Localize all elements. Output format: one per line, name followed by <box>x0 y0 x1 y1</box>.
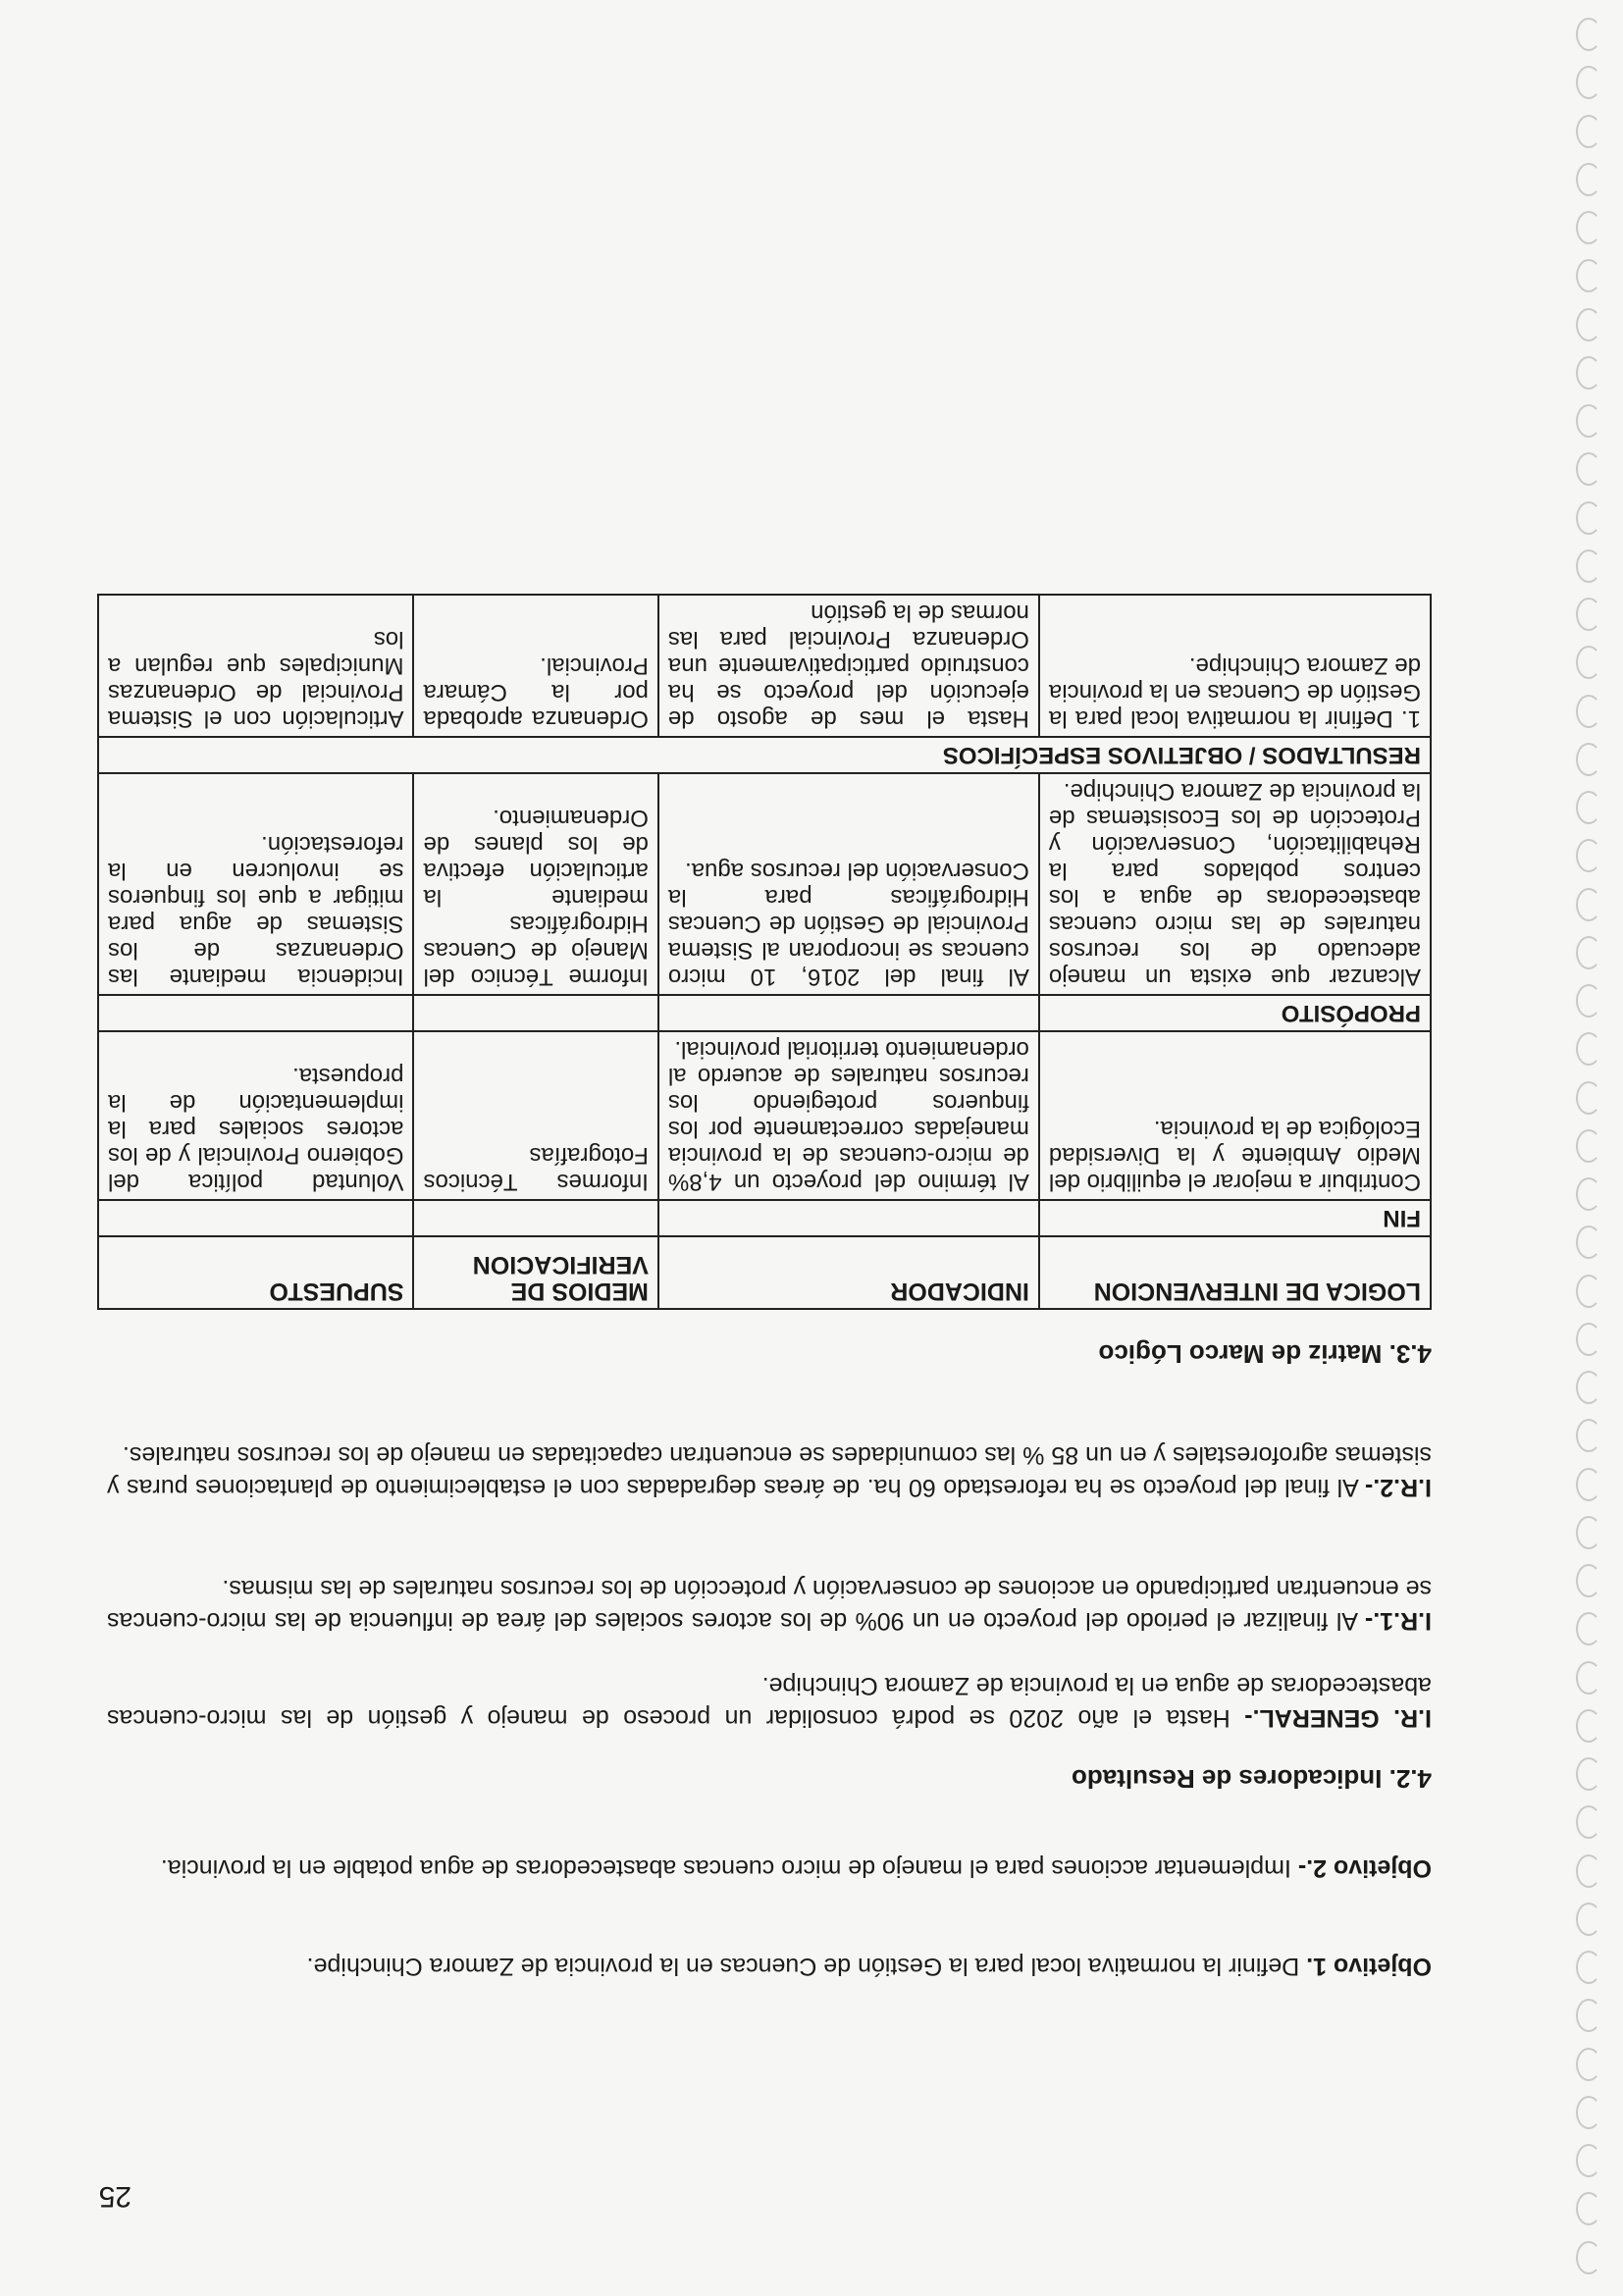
table-cell: Alcanzar que exista un manejo adecuado de los recursos naturales de las micro cuencas abastecedoras de agua a los centros poblados para la Rehabilitación, Conservación y Protección de los Ecosistemas de la provincia de Zamora Chinchipe. <box>1039 773 1431 995</box>
logframe-matrix <box>97 594 1432 1310</box>
table-cell: Contribuir a mejorar el equilibrio del Medio Ambiente y la Diversidad Ecológica de la provincia. <box>1039 1031 1431 1200</box>
objective-1 <box>107 1950 1432 1982</box>
table-row <box>98 1031 1431 1200</box>
section-title: PROPÓSITO <box>1039 995 1431 1031</box>
table-header: LOGICA DE INTERVENCION <box>1039 1236 1431 1309</box>
objective-label: Objetivo 1. <box>1306 1953 1432 1980</box>
section-title: FIN <box>1039 1200 1431 1236</box>
section-row-proposito <box>98 995 1431 1031</box>
indicator-label: I.R. GENERAL.- <box>1244 1704 1432 1732</box>
table-header: SUPUESTO <box>98 1236 414 1309</box>
objective-text: Implementar acciones para el manejo de micro cuencas abastecedoras de agua potable en la provincia. <box>160 1854 1298 1882</box>
table-cell: Hasta el mes de agosto de ejecución del proyecto se ha construido participativamente una Ordenanza Provincial para las normas de la gestión <box>658 595 1039 737</box>
table-row <box>98 773 1431 995</box>
table-header: MEDIOS DE VERIFICACION <box>414 1236 658 1309</box>
indicator-label: I.R.1.- <box>1364 1607 1432 1635</box>
section-heading-matriz: 4.3. Matriz de Marco Lógico <box>1098 1339 1432 1369</box>
section-row-resultados <box>98 737 1431 773</box>
section-heading-indicadores: 4.2. Indicadores de Resultado <box>1072 1764 1432 1794</box>
objective-text: Definir la normativa local para la Gestión de Cuencas en la provincia de Zamora Chinchipe. <box>306 1953 1307 1980</box>
table-header: INDICADOR <box>658 1236 1039 1309</box>
indicator-text: Al finalizar el periodo del proyecto en un 90% de los actores sociales del área de influencia de las micro-cuencas se encuentran participando en acciones de conservación y protección de los recursos naturales de las mismas. <box>107 1575 1432 1635</box>
indicator-label: I.R.2.- <box>1364 1474 1432 1501</box>
table-cell: Incidencia mediante las Ordenanzas de los Sistemas de agua para mitigar a que los finqueros se involucren en la reforestación. <box>98 773 414 995</box>
table-cell: Informe Técnico del Manejo de Cuencas Hidrográficas mediante la articulación efectiva de los planes de Ordenamiento. <box>414 773 658 995</box>
section-row-fin <box>98 1200 1431 1236</box>
table-header-row <box>98 1236 1431 1309</box>
indicator-text: Hasta el año 2020 se podrá consolidar un proceso de manejo y gestión de las micro-cuencas abastecedoras de agua en la provincia de Zamora Chinchipe. <box>107 1672 1432 1732</box>
table-cell: Al final del 2016, 10 micro cuencas se incorporan al Sistema Provincial de Gestión de Cuencas Hidrográficas para la Conservación del recursos agua. <box>658 773 1039 995</box>
section-title: RESULTADOS / OBJETIVOS ESPECÍFICOS <box>98 737 1431 773</box>
objective-2 <box>107 1852 1432 1884</box>
indicator-text: Al final del proyecto se ha reforestado 60 ha. de áreas degradadas con el establecimiento de plantaciones puras y sistemas agroforestales y en un 85 % las comunidades se encuentran capacitadas en manejo de los recursos naturales. <box>107 1441 1432 1501</box>
table-cell: 1. Definir la normativa local para la Gestión de Cuencas en la provincia de Zamora Chinchipe. <box>1039 595 1431 737</box>
table-cell: Articulación con el Sistema Provincial de Ordenanzas Municipales que regulan a los <box>98 595 414 737</box>
table-cell: Voluntad política del Gobierno Provincial y de los actores sociales para la implementación de la propuesta. <box>98 1031 414 1200</box>
page-number: 25 <box>98 2180 131 2213</box>
table-cell: Al término del proyecto un 4,8% de micro-cuencas de la provincia manejadas correctamente por los finqueros protegiendo los recursos naturales de acuerdo al ordenamiento territorial provincial. <box>658 1031 1039 1200</box>
table-cell: Informes Técnicos Fotografías <box>414 1031 658 1200</box>
indicator-1 <box>107 1572 1432 1637</box>
table-row <box>98 595 1431 737</box>
objective-label: Objetivo 2.- <box>1297 1854 1432 1882</box>
table-cell: Ordenanza aprobada por la Cámara Provincial. <box>414 595 658 737</box>
indicator-2 <box>107 1438 1432 1503</box>
indicator-general <box>107 1669 1432 1734</box>
